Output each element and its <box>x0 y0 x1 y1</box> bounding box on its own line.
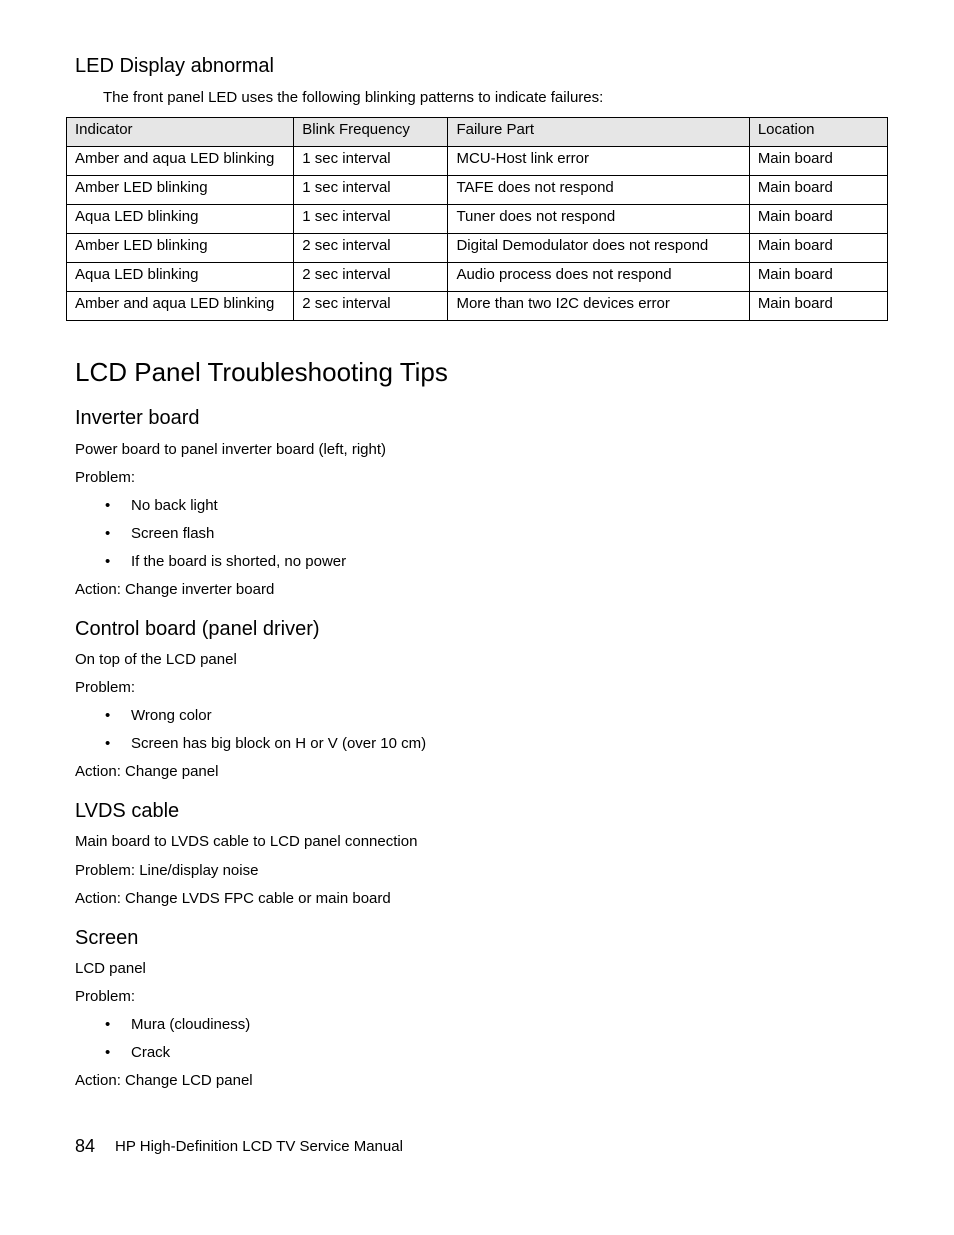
bullet-icon: • <box>105 707 111 724</box>
table-cell: Main board <box>749 292 887 321</box>
table-row <box>67 176 888 205</box>
table-cell: Main board <box>749 205 887 234</box>
table-cell: More than two I2C devices error <box>448 292 749 321</box>
table-cell: 2 sec interval <box>294 234 448 263</box>
lvds-location: Main board to LVDS cable to LCD panel connection <box>75 833 418 850</box>
table-cell: 1 sec interval <box>294 176 448 205</box>
table-cell: Amber LED blinking <box>67 234 294 263</box>
led-intro-text: The front panel LED uses the following blinking patterns to indicate failures: <box>103 89 604 106</box>
table-row <box>67 263 888 292</box>
table-cell: Aqua LED blinking <box>67 263 294 292</box>
table-row <box>67 292 888 321</box>
led-section-heading: LED Display abnormal <box>75 55 274 77</box>
table-cell: Main board <box>749 234 887 263</box>
inverter-heading: Inverter board <box>75 407 200 429</box>
table-cell: Audio process does not respond <box>448 263 749 292</box>
screen-heading: Screen <box>75 927 139 949</box>
list-item-text: Screen flash <box>131 525 215 542</box>
control-action: Action: Change panel <box>75 763 219 780</box>
control-heading: Control board (panel driver) <box>75 618 320 640</box>
table-cell: Main board <box>749 263 887 292</box>
list-item-text: Wrong color <box>131 707 212 724</box>
control-problem-label: Problem: <box>75 679 136 696</box>
lvds-problem: Problem: Line/display noise <box>75 862 259 879</box>
screen-problem-label: Problem: <box>75 988 136 1005</box>
lvds-heading: LVDS cable <box>75 800 180 822</box>
bullet-icon: • <box>105 1016 111 1033</box>
table-cell: 2 sec interval <box>294 263 448 292</box>
list-item <box>105 525 505 543</box>
table-cell: TAFE does not respond <box>448 176 749 205</box>
table-cell: Tuner does not respond <box>448 205 749 234</box>
list-item-text: If the board is shorted, no power <box>131 553 347 570</box>
list-item <box>105 1044 505 1062</box>
bullet-icon: • <box>105 735 111 752</box>
inverter-problem-label: Problem: <box>75 469 136 486</box>
list-item <box>105 735 505 753</box>
lvds-action: Action: Change LVDS FPC cable or main board <box>75 890 391 907</box>
table-cell: Amber and aqua LED blinking <box>67 147 294 176</box>
led-blink-table <box>66 117 888 321</box>
table-cell: 1 sec interval <box>294 205 448 234</box>
table-cell: 2 sec interval <box>294 292 448 321</box>
footer-title: HP High-Definition LCD TV Service Manual <box>115 1138 403 1155</box>
table-row <box>67 205 888 234</box>
table-cell: Main board <box>749 147 887 176</box>
list-item-text: Screen has big block on H or V (over 10 cm) <box>131 735 427 752</box>
list-item <box>105 707 505 725</box>
list-item <box>105 497 505 515</box>
table-cell: Amber and aqua LED blinking <box>67 292 294 321</box>
lcd-section-title: LCD Panel Troubleshooting Tips <box>75 357 448 387</box>
screen-location: LCD panel <box>75 960 146 977</box>
control-location: On top of the LCD panel <box>75 651 237 668</box>
table-header-row <box>67 118 888 147</box>
bullet-icon: • <box>105 497 111 514</box>
list-item-text: No back light <box>131 497 218 514</box>
table-header-cell: Failure Part <box>448 118 749 147</box>
table-cell: Aqua LED blinking <box>67 205 294 234</box>
table-cell: Main board <box>749 176 887 205</box>
table-cell: 1 sec interval <box>294 147 448 176</box>
list-item-text: Crack <box>131 1044 171 1061</box>
table-cell: MCU-Host link error <box>448 147 749 176</box>
table-row <box>67 147 888 176</box>
table-row <box>67 234 888 263</box>
bullet-icon: • <box>105 1044 111 1061</box>
table-header-cell: Indicator <box>67 118 294 147</box>
inverter-location: Power board to panel inverter board (left, right) <box>75 441 386 458</box>
bullet-icon: • <box>105 553 111 570</box>
table-cell: Digital Demodulator does not respond <box>448 234 749 263</box>
table-header-cell: Location <box>749 118 887 147</box>
inverter-action: Action: Change inverter board <box>75 581 275 598</box>
table-header-cell: Blink Frequency <box>294 118 448 147</box>
list-item <box>105 553 505 571</box>
bullet-icon: • <box>105 525 111 542</box>
table-cell: Amber LED blinking <box>67 176 294 205</box>
list-item <box>105 1016 505 1034</box>
list-item-text: Mura (cloudiness) <box>131 1016 251 1033</box>
page-number: 84 <box>75 1136 96 1156</box>
screen-action: Action: Change LCD panel <box>75 1072 253 1089</box>
